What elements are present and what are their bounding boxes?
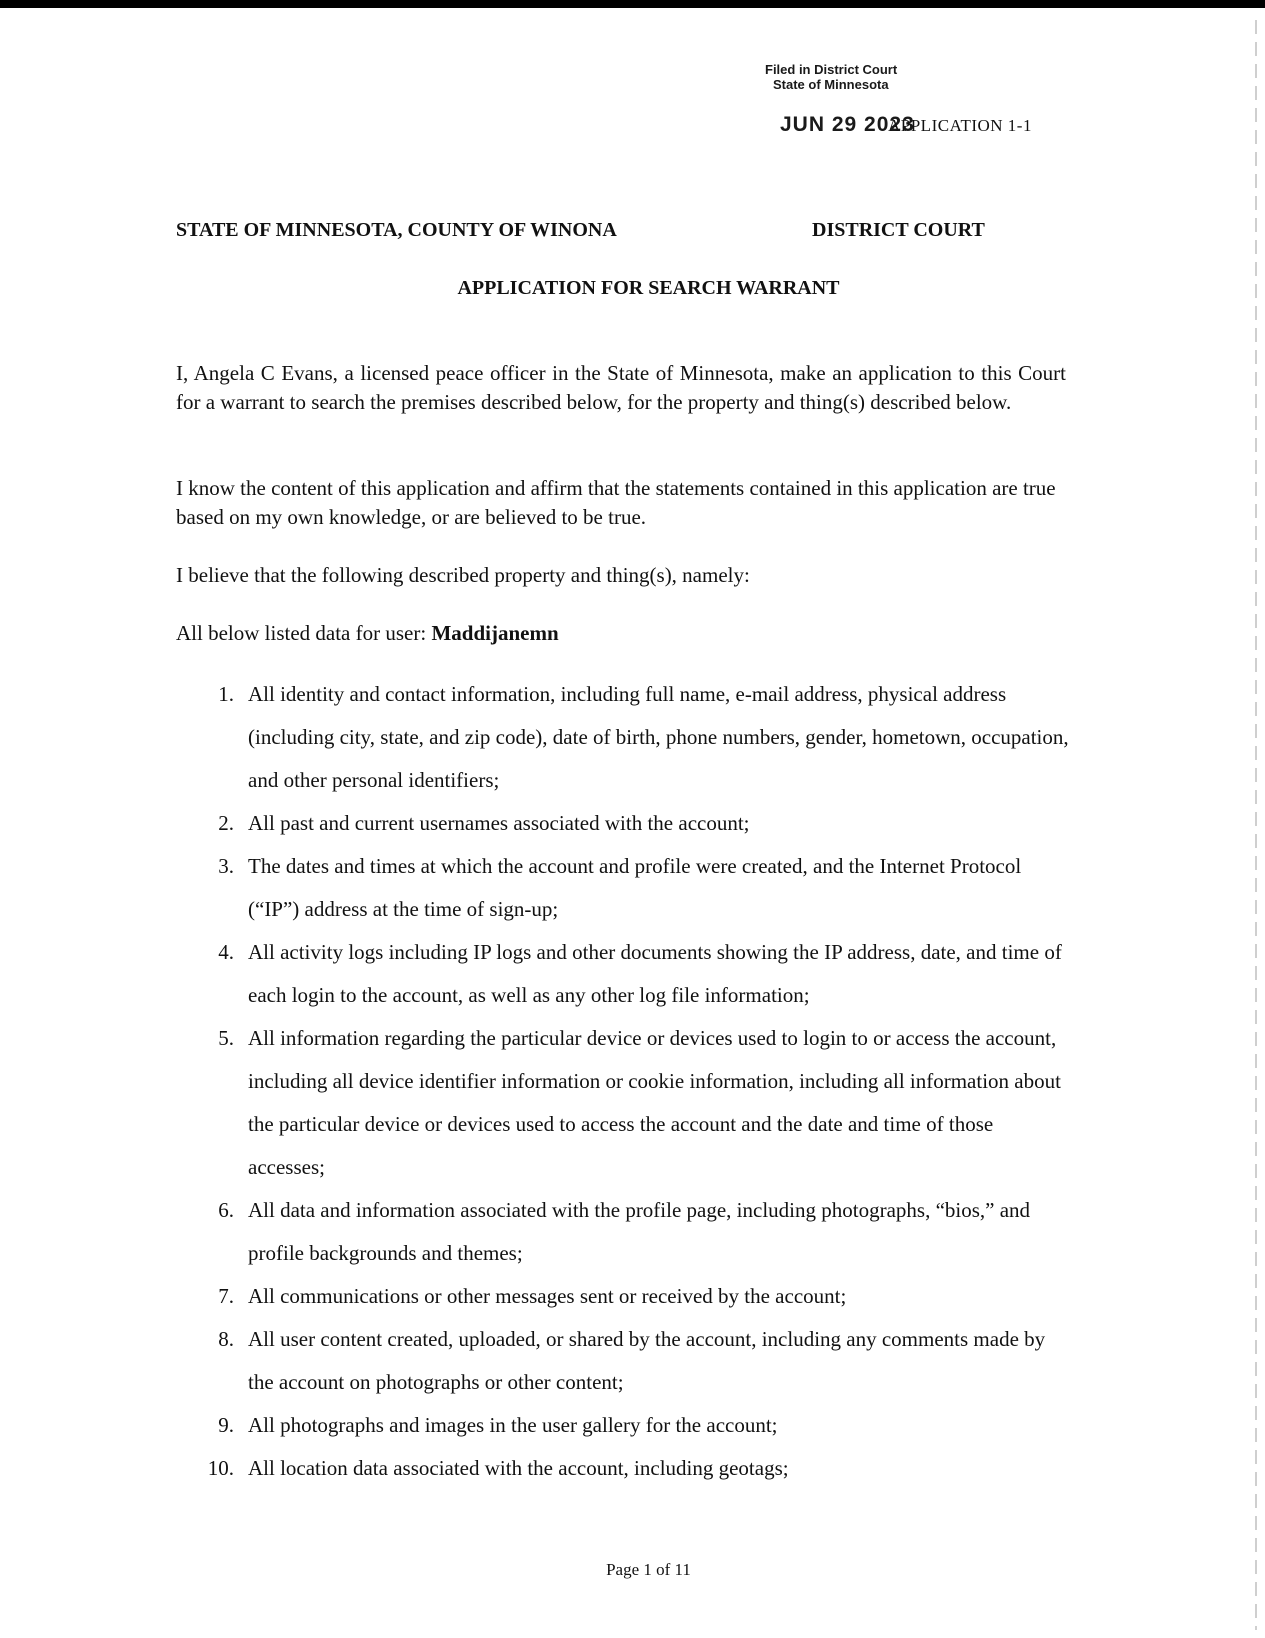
- filed-stamp-date: JUN 29 2023: [780, 113, 915, 136]
- list-item-text: All past and current usernames associated with the account;: [248, 811, 750, 835]
- list-item-number: 5.: [218, 1026, 234, 1050]
- belief-paragraph: I believe that the following described property and thing(s), namely:: [176, 563, 750, 587]
- list-item-number: 3.: [218, 854, 234, 878]
- filed-stamp: [765, 62, 897, 92]
- list-item-text: All activity logs including IP logs and other documents showing the IP address, date, and time of each login to the account, as well as any other log file information;: [248, 940, 1062, 1007]
- intro-paragraph: I, Angela C Evans, a licensed peace officer in the State of Minnesota, make an application to this Court for a warrant to search the premises described below, for the property and thing(s) described below.: [176, 361, 1066, 414]
- list-item: [200, 802, 1070, 845]
- page-title: APPLICATION FOR SEARCH WARRANT: [457, 277, 840, 299]
- user-line-prefix: All below listed data for user:: [176, 621, 432, 645]
- court-jurisdiction: STATE OF MINNESOTA, COUNTY OF WINONA: [176, 219, 617, 241]
- list-item-number: 7.: [218, 1284, 234, 1308]
- list-item: [200, 1017, 1070, 1189]
- list-item: [200, 1404, 1070, 1447]
- data-items-list: [200, 673, 1070, 1490]
- court-name: DISTRICT COURT: [812, 219, 985, 241]
- list-item: [200, 1189, 1070, 1275]
- list-item-text: All photographs and images in the user gallery for the account;: [248, 1413, 778, 1437]
- list-item-number: 8.: [218, 1327, 234, 1351]
- list-item: [200, 1318, 1070, 1404]
- list-item-number: 1.: [218, 682, 234, 706]
- page-number: Page 1 of 11: [606, 1560, 691, 1579]
- scan-border-right: [1255, 20, 1257, 1630]
- list-item-text: All location data associated with the account, including geotags;: [248, 1456, 789, 1480]
- application-id: APPLICATION 1-1: [888, 116, 1032, 135]
- list-item-text: All communications or other messages sent or received by the account;: [248, 1284, 847, 1308]
- list-item-number: 6.: [218, 1198, 234, 1222]
- list-item-text: All data and information associated with the profile page, including photographs, “bios,” and profile backgrounds and themes;: [248, 1198, 1031, 1265]
- affirmation-paragraph: I know the content of this application and affirm that the statements contained in this application are true based on my own knowledge, or are believed to be true.: [176, 476, 1056, 529]
- list-item-number: 2.: [218, 811, 234, 835]
- user-line: [176, 619, 1066, 648]
- list-item: [200, 931, 1070, 1017]
- list-item-text: All identity and contact information, including full name, e-mail address, physical address (including city, state, and zip code), date of birth, phone numbers, gender, hometown, occupation, and other personal identifiers;: [248, 682, 1069, 792]
- list-item: [200, 845, 1070, 931]
- list-item-number: 4.: [218, 940, 234, 964]
- list-item: [200, 1275, 1070, 1318]
- list-item: [200, 673, 1070, 802]
- list-item-text: The dates and times at which the account and profile were created, and the Internet Protocol (“IP”) address at the time of sign-up;: [248, 854, 1022, 921]
- list-item: [200, 1447, 1070, 1490]
- list-item-number: 10.: [207, 1456, 234, 1480]
- filed-stamp-line2: State of Minnesota: [773, 77, 889, 92]
- list-item-number: 9.: [218, 1413, 234, 1437]
- list-item-text: All user content created, uploaded, or shared by the account, including any comments made by the account on photographs or other content;: [248, 1327, 1046, 1394]
- list-item-text: All information regarding the particular device or devices used to login to or access the account, including all device identifier information or cookie information, including all information about the particular device or devices used to access the account and the date and time of those accesses;: [248, 1026, 1061, 1179]
- filed-stamp-line1: Filed in District Court: [765, 62, 898, 77]
- user-name: Maddijanemn: [431, 621, 559, 645]
- scan-border-top: [0, 0, 1265, 8]
